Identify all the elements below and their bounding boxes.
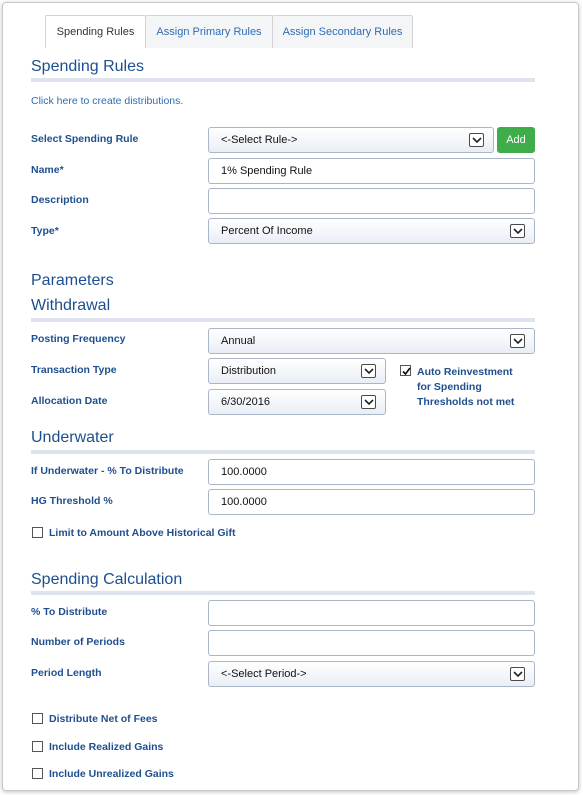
transaction-type-label: Transaction Type bbox=[31, 364, 117, 376]
create-distributions-link[interactable]: Click here to create distributions. bbox=[31, 95, 184, 107]
section-divider bbox=[31, 450, 535, 454]
period-length-dropdown[interactable] bbox=[208, 661, 535, 687]
chevron-down-icon bbox=[361, 395, 376, 409]
tab-bar bbox=[45, 15, 412, 48]
checkmark-icon bbox=[401, 366, 412, 377]
type-value: Percent Of Income bbox=[221, 225, 313, 237]
underwater-pct-distribute-label: If Underwater - % To Distribute bbox=[31, 465, 184, 477]
transaction-type-value: Distribution bbox=[221, 365, 277, 377]
auto-reinvestment-label-line1: Auto Reinvestment bbox=[417, 366, 513, 378]
select-spending-rule-value: <-Select Rule-> bbox=[221, 134, 298, 146]
select-spending-rule-label: Select Spending Rule bbox=[31, 133, 139, 145]
section-title-spending-calculation: Spending Calculation bbox=[31, 571, 183, 588]
chevron-down-icon bbox=[510, 224, 525, 238]
pct-to-distribute-field[interactable] bbox=[208, 600, 535, 626]
posting-frequency-dropdown[interactable] bbox=[208, 328, 535, 354]
posting-frequency-value: Annual bbox=[221, 335, 256, 347]
chevron-down-icon bbox=[510, 667, 525, 681]
chevron-down-icon bbox=[510, 334, 525, 348]
chevron-down-icon bbox=[361, 364, 376, 378]
pct-to-distribute-label: % To Distribute bbox=[31, 606, 108, 618]
transaction-type-dropdown[interactable] bbox=[208, 358, 386, 384]
type-dropdown[interactable] bbox=[208, 218, 535, 244]
type-label: Type* bbox=[31, 225, 59, 237]
section-divider bbox=[31, 78, 535, 82]
period-length-value: <-Select Period-> bbox=[221, 668, 307, 680]
distribute-net-of-fees-label: Distribute Net of Fees bbox=[49, 713, 158, 725]
include-unrealized-gains-checkbox[interactable] bbox=[32, 768, 43, 779]
number-of-periods-field[interactable] bbox=[208, 630, 535, 656]
section-title-parameters: Parameters bbox=[31, 272, 114, 289]
section-divider bbox=[31, 318, 535, 322]
posting-frequency-label: Posting Frequency bbox=[31, 333, 126, 345]
hg-threshold-label: HG Threshold % bbox=[31, 495, 113, 507]
allocation-date-label: Allocation Date bbox=[31, 395, 108, 407]
section-title-underwater: Underwater bbox=[31, 429, 114, 446]
distribute-net-of-fees-checkbox[interactable] bbox=[32, 713, 43, 724]
number-of-periods-label: Number of Periods bbox=[31, 636, 125, 648]
tab-assign-primary-rules[interactable]: Assign Primary Rules bbox=[145, 15, 273, 48]
period-length-label: Period Length bbox=[31, 667, 102, 679]
tab-assign-secondary-rules[interactable]: Assign Secondary Rules bbox=[272, 15, 413, 48]
auto-reinvestment-label-line2: for Spending bbox=[417, 381, 482, 393]
description-label: Description bbox=[31, 194, 89, 206]
include-realized-gains-checkbox[interactable] bbox=[32, 741, 43, 752]
limit-historical-gift-checkbox[interactable] bbox=[32, 527, 43, 538]
hg-threshold-field[interactable]: 100.0000 bbox=[208, 489, 535, 515]
tab-spending-rules[interactable]: Spending Rules bbox=[45, 15, 146, 48]
name-field[interactable]: 1% Spending Rule bbox=[208, 158, 535, 184]
name-label: Name* bbox=[31, 164, 64, 176]
allocation-date-dropdown[interactable] bbox=[208, 389, 386, 415]
include-realized-gains-label: Include Realized Gains bbox=[49, 741, 164, 753]
auto-reinvestment-checkbox[interactable] bbox=[400, 365, 411, 376]
limit-historical-gift-label: Limit to Amount Above Historical Gift bbox=[49, 527, 236, 539]
section-divider bbox=[31, 591, 535, 595]
section-title-withdrawal: Withdrawal bbox=[31, 297, 111, 314]
description-field[interactable] bbox=[208, 188, 535, 214]
underwater-pct-distribute-field[interactable]: 100.0000 bbox=[208, 459, 535, 485]
select-spending-rule-dropdown[interactable] bbox=[208, 127, 494, 153]
add-rule-button[interactable]: Add bbox=[497, 127, 535, 153]
auto-reinvestment-label bbox=[417, 365, 514, 410]
auto-reinvestment-label-line3: Thresholds not met bbox=[417, 396, 515, 408]
section-title-spending-rules: Spending Rules bbox=[31, 58, 144, 75]
include-unrealized-gains-label: Include Unrealized Gains bbox=[49, 768, 174, 780]
chevron-down-icon bbox=[469, 133, 484, 147]
allocation-date-value: 6/30/2016 bbox=[221, 396, 270, 408]
